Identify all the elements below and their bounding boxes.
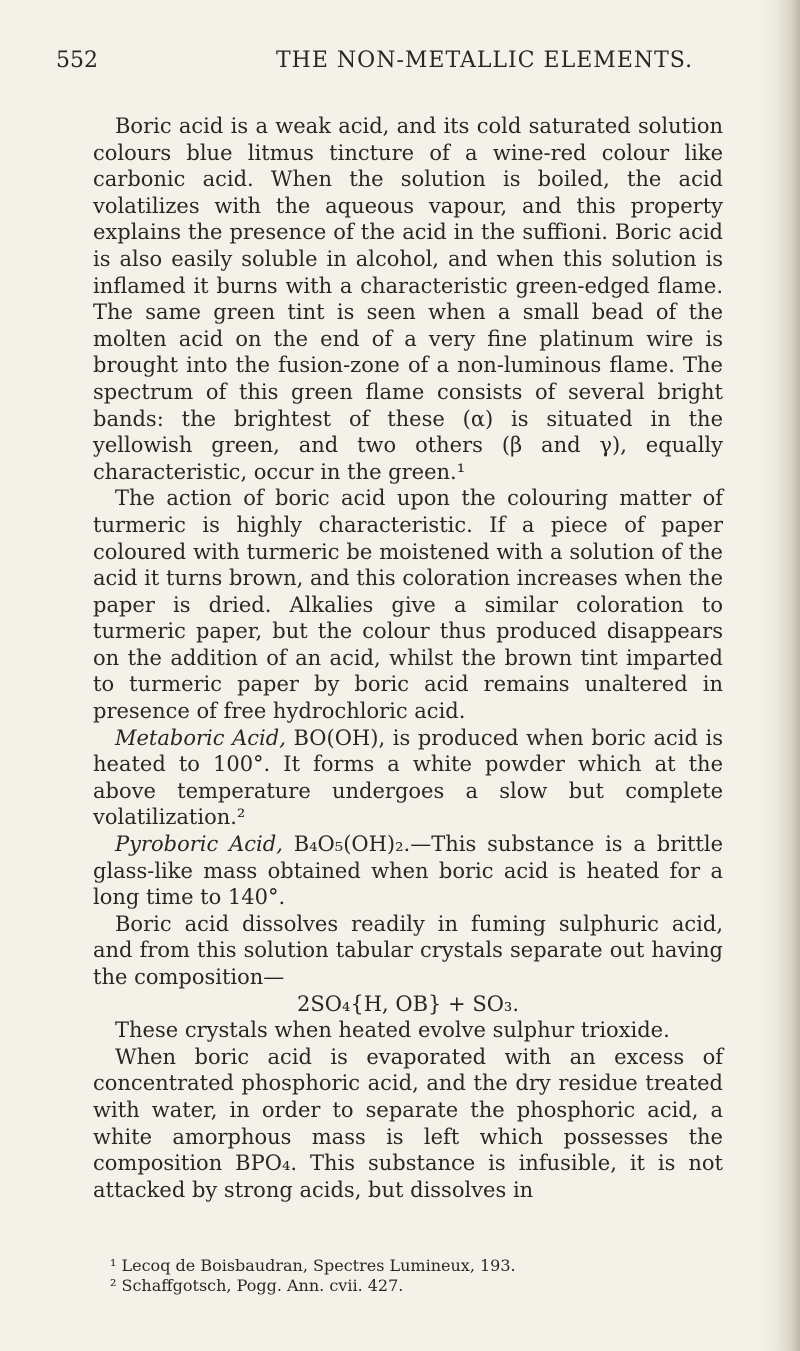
paragraph-turmeric-action: The action of boric acid upon the colouring matter of turmeric is highly characteristic. If a piece of paper coloured with turmeric be moistened with a solution of the acid it turns brown, and this coloration increases when the paper is dried. Alkalies give a similar coloration to turmeric paper, but the colour thus produced disappears on the addition of an acid, whilst the brown tint imparted to turmeric paper by boric acid remains unaltered in presence of free hydrochloric acid.	[93, 486, 723, 724]
page-number: 552	[56, 48, 98, 73]
metaboric-acid-term: Metaboric Acid,	[115, 725, 286, 750]
metaboric-acid-text: BO(OH), is produced when boric acid is heated to 100°. It forms a white powder which at the above temperature undergoes a slow but complete volatilization.²	[93, 725, 723, 830]
paragraph-pyroboric-acid	[93, 831, 723, 911]
body-text	[93, 113, 723, 1203]
footnote-1: ¹ Lecoq de Boisbaudran, Spectres Lumineux, 193.	[110, 1256, 516, 1275]
pyroboric-acid-text: B₄O₅(OH)₂.—This substance is a brittle glass-like mass obtained when boric acid is heated for a long time to 140°.	[93, 832, 723, 910]
footnotes	[110, 1256, 710, 1296]
paragraph-metaboric-acid	[93, 725, 723, 831]
chemical-formula: 2SO₄{H, OB} + SO₃.	[296, 991, 520, 1016]
page-edge-shadow	[758, 0, 800, 1351]
page-header	[56, 48, 746, 78]
paragraph-boric-acid-properties: Boric acid is a weak acid, and its cold saturated solution colours blue litmus tincture of a wine-red colour like carbonic acid. When the solution is boiled, the acid volatilizes with the aqueous vapour, and this property explains the presence of the acid in the suffioni. Boric acid is also easily soluble in alcohol, and when this solution is inflamed it burns with a characteristic green-edged flame. The same green tint is seen when a small bead of the molten acid on the end of a very fine platinum wire is brought into the fusion-zone of a non-luminous flame. The spectrum of this green flame consists of several bright bands: the brightest of these (α) is situated in the yellowish green, and two others (β and γ), equally characteristic, occur in the green.¹	[93, 114, 723, 484]
footnote-2: ² Schaffgotsch, Pogg. Ann. cvii. 427.	[110, 1276, 404, 1295]
running-head: THE NON-METALLIC ELEMENTS.	[276, 48, 694, 73]
paragraph-phosphoric-acid: When boric acid is evaporated with an excess of concentrated phosphoric acid, and the dry residue treated with water, in order to separate the phosphoric acid, a white amorphous mass is left which possesses the composition BPO₄. This substance is infusible, it is not attacked by strong acids, but dissolves in	[93, 1044, 723, 1202]
pyroboric-acid-term: Pyroboric Acid,	[115, 832, 283, 857]
paragraph-fuming-sulphuric: Boric acid dissolves readily in fuming sulphuric acid, and from this solution tabular crystals separate out having the composition—	[93, 911, 723, 989]
paragraph-crystals-heated: These crystals when heated evolve sulphur trioxide.	[115, 1018, 670, 1043]
